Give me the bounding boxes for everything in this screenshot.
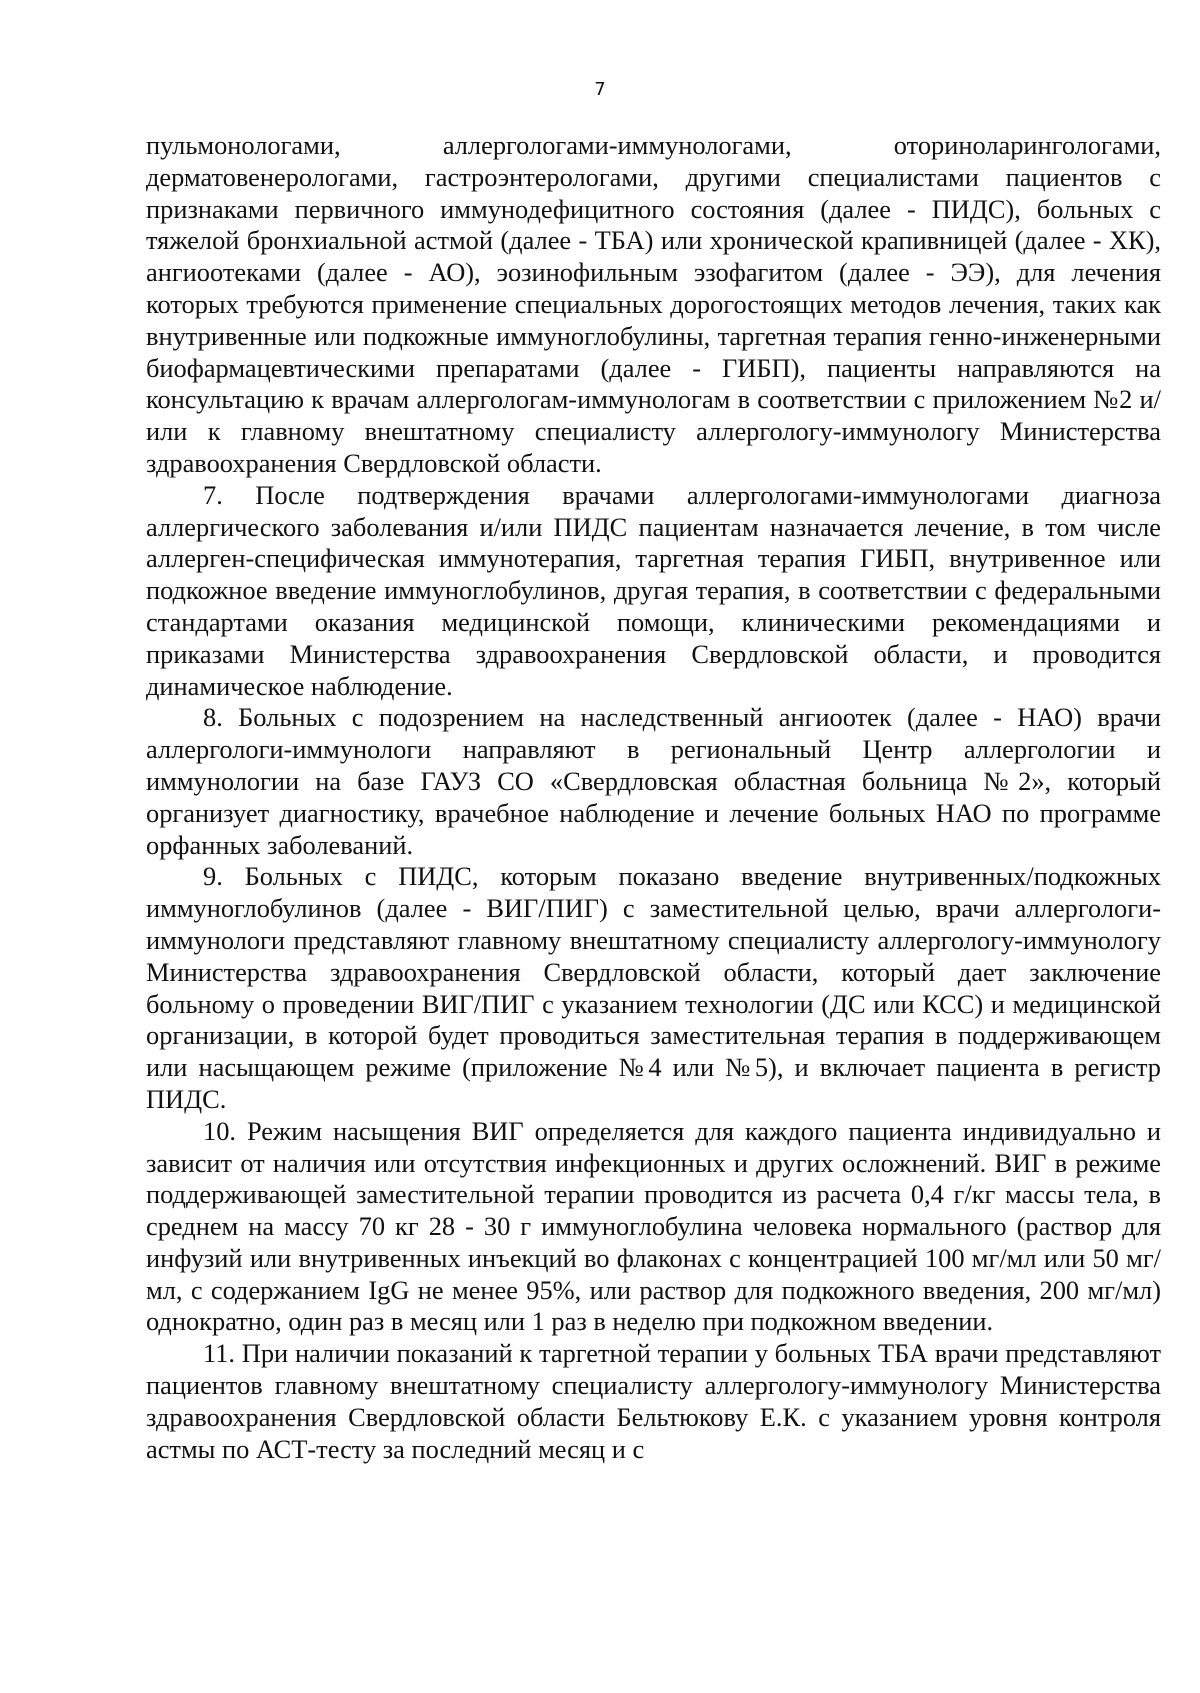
- paragraph-item-9: 9. Больных с ПИДС, которым показано введение внутривенных/подкожных иммуноглобулинов (далее - ВИГ/ПИГ) с заместительной целью, врачи аллергологи-иммунологи представляют главному внештатному специалисту аллергологу-иммунологу Министерства здравоохранения Свердловской области, который дает заключение больному о проведении ВИГ/ПИГ с указанием технологии (ДС или КСС) и медицинской организации, в которой будет проводиться заместительная терапия в поддерживающем или насыщающем режиме (приложение №4 или №5), и включает пациента в регистр ПИДС.: [146, 861, 1161, 1114]
- paragraph-continuation: пульмонологами, аллергологами-иммунологами, оториноларингологами, дерматовенерологами, гастроэнтерологами, другими специалистами пациентов с признаками первичного иммунодефицитного состояния (далее - ПИДС), больных с тяжелой бронхиальной астмой (далее - ТБА) или хронической крапивницей (далее - ХК), ангиоотеками (далее - АО), эозинофильным эзофагитом (далее - ЭЭ), для лечения которых требуются применение специальных дорогостоящих методов лечения, таких как внутривенные или подкожные иммуноглобулины, таргетная терапия генно-инженерными биофармацевтическими препаратами (далее - ГИБП), пациенты направляются на консультацию к врачам аллергологам-иммунологам в соответствии с приложением №2 и/или к главному внештатному специалисту аллергологу-иммунологу Министерства здравоохранения Свердловской области.: [146, 130, 1161, 478]
- paragraph-item-10: 10. Режим насыщения ВИГ определяется для каждого пациента индивидуально и зависит от наличия или отсутствия инфекционных и других осложнений. ВИГ в режиме поддерживающей заместительной терапии проводится из расчета 0,4 г/кг массы тела, в среднем на массу 70 кг 28 - 30 г иммуноглобулина человека нормального (раствор для инфузий или внутривенных инъекций во флаконах с концентрацией 100 мг/мл или 50 мг/мл, с содержанием IgG не менее 95%, или раствор для подкожного введения, 200 мг/мл) однократно, один раз в месяц или 1 раз в неделю при подкожном введении.: [146, 1115, 1161, 1337]
- document-body: [146, 130, 1161, 1465]
- page-number: 7: [594, 79, 606, 100]
- paragraph-item-8: 8. Больных с подозрением на наследственный ангиоотек (далее - НАО) врачи аллергологи-иммунологи направляют в региональный Центр аллергологии и иммунологии на базе ГАУЗ СО «Свердловская областная больница №2», который организует диагностику, врачебное наблюдение и лечение больных НАО по программе орфанных заболеваний.: [146, 702, 1161, 860]
- paragraph-item-7: 7. После подтверждения врачами аллергологами-иммунологами диагноза аллергического заболевания и/или ПИДС пациентам назначается лечение, в том числе аллерген-специфическая иммунотерапия, таргетная терапия ГИБП, внутривенное или подкожное введение иммуноглобулинов, другая терапия, в соответствии с федеральными стандартами оказания медицинской помощи, клиническими рекомендациями и приказами Министерства здравоохранения Свердловской области, и проводится динамическое наблюдение.: [146, 479, 1161, 701]
- paragraph-item-11: 11. При наличии показаний к таргетной терапии у больных ТБА врачи представляют пациентов главному внештатному специалисту аллергологу-иммунологу Министерства здравоохранения Свердловской области Бельтюкову Е.К. с указанием уровня контроля астмы по АСТ-тесту за последний месяц и с: [146, 1338, 1161, 1464]
